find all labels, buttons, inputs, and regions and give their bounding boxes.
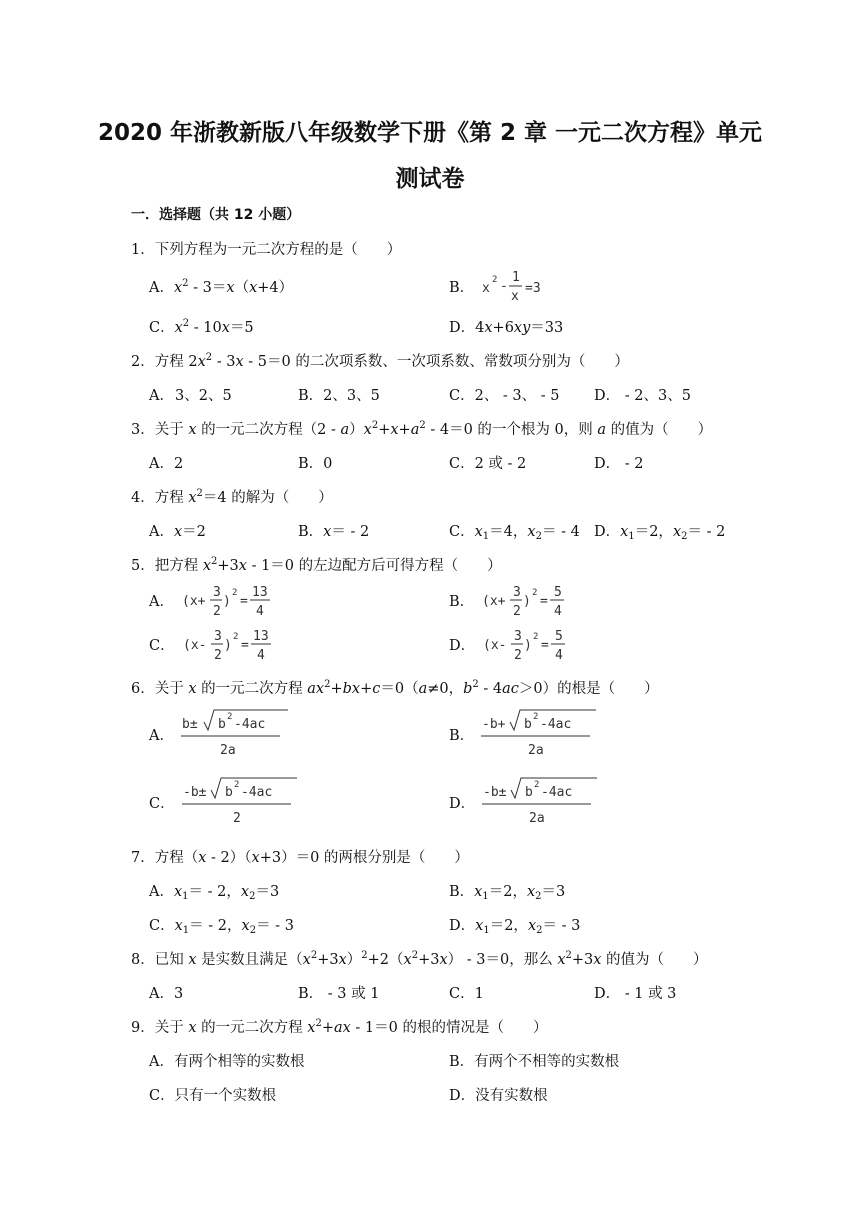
svg-text:1: 1 [512,270,520,285]
q2-option-c: C．2、 - 3、 - 5 [449,388,560,404]
q1-option-b: B． x 2 - 1 x =3 [449,268,550,304]
q5-option-b: B． (x+ 3 2 ) 2 = 5 4 [449,580,580,620]
q4-option-b: B．x＝ - 2 [298,524,370,540]
q6-formula-c [181,776,301,828]
q8-option-a: A．3 [149,986,184,1002]
question-7: 7．方程（x - 2）（x+3）＝0 的两根分别是（ ） [131,850,469,866]
section-heading: 一．选择题（共 12 小题） [131,207,301,223]
svg-text:x: x [511,289,519,304]
svg-text:2: 2 [232,632,239,642]
svg-text:-4ac: -4ac [240,785,272,800]
svg-text:(x-: (x- [182,638,207,653]
q6-option-b: B． -b+ b 2 -4ac 2a [449,708,600,760]
svg-text:2: 2 [492,275,498,285]
q1-option-c: C．$x^2 - 10x=5$ [149,318,254,336]
svg-text:b: b [217,717,226,732]
svg-text:): ) [222,594,231,609]
q1-formula-b [480,268,550,304]
q6-formula-a [180,708,290,760]
svg-text:2: 2 [533,712,539,722]
svg-text:3: 3 [513,585,521,600]
svg-text:=: = [541,638,549,653]
svg-text:3: 3 [212,585,221,600]
svg-text:2: 2 [513,604,521,619]
svg-text:13: 13 [251,585,268,600]
q8-option-c: C．1 [449,986,484,1002]
svg-text:): ) [223,638,232,653]
svg-text:2: 2 [226,712,233,722]
q4-option-d: D．$x_1=2$，$x_2= - 2$ [594,524,726,542]
svg-text:-4ac: -4ac [541,785,573,800]
svg-text:2: 2 [231,588,238,598]
q9-option-d: D．没有实数根 [449,1088,548,1104]
svg-text:=: = [239,594,248,609]
q3-option-a: A．2 [149,456,184,472]
svg-text:-4ac: -4ac [233,717,266,732]
svg-text:=: = [240,638,249,653]
q7-option-d: D．$x_1=2$，$x_2= - 3$ [449,918,581,936]
question-3: 3．关于 x 的一元二次方程$(2 - a)x^2+x+a^2 - 4=0$ 的一个根为 0，则 a 的值为（ ） [131,420,713,438]
svg-text:3: 3 [213,629,222,644]
svg-text:=3: =3 [525,281,541,296]
svg-text:2: 2 [532,588,538,598]
svg-text:-4ac: -4ac [540,717,572,732]
svg-text:2a: 2a [529,811,545,826]
svg-text:4: 4 [554,604,562,619]
svg-text:4: 4 [555,648,563,663]
q7-option-c: C．$x_1= - 2$，$x_2= - 3$ [149,918,294,936]
q6-option-a: A． b± b 2 -4ac 2a [149,708,290,760]
svg-text:2: 2 [212,604,221,619]
svg-text:-b±: -b± [182,785,207,800]
q7-option-a: A．$x_1= - 2$，$x_2=3$ [149,884,280,902]
svg-text:(x-: (x- [483,638,507,653]
svg-text:2: 2 [233,780,240,790]
q6-formula-b [480,708,600,760]
svg-text:): ) [524,638,532,653]
svg-text:4: 4 [256,648,265,663]
q7-option-b: B．$x_1=2$，$x_2=3$ [449,884,566,902]
question-2: 2．方程 $2x^2 - 3x - 5=0$ 的二次项系数、一次项系数、常数项分别为（ ） [131,352,629,370]
q5-option-a: A． (x+ 3 2 ) 2 = 13 4 [149,580,280,620]
q1-option-a: A．$x^2 - 3=x(x+4)$ [149,278,294,296]
svg-text:2: 2 [232,811,241,826]
question-5: 5．把方程 $x^2+3x - 1=0$ 的左边配方后可得方程（ ） [131,556,502,574]
q9-option-c: C．只有一个实数根 [149,1088,277,1104]
question-6: 6．关于 x 的一元二次方程 $ax^2+bx+c=0(a\ne 0$，$b^2 - 4ac>0$）的根是（ ） [131,679,659,697]
q9-option-b: B．有两个不相等的实数根 [449,1054,620,1070]
q2-option-b: B．2、3、5 [298,388,380,404]
question-4: 4．方程 $x^2=4$ 的解为（ ） [131,488,333,506]
svg-text:): ) [523,594,531,609]
svg-text:3: 3 [514,629,522,644]
svg-text:2: 2 [514,648,522,663]
q8-option-d: D． - 1 或 3 [594,986,677,1002]
svg-text:-: - [500,279,508,294]
svg-text:5: 5 [555,629,563,644]
q3-option-d: D． - 2 [594,456,644,472]
q5-option-c: C． (x- 3 2 ) 2 = 13 4 [149,624,281,664]
q2-option-d: D． - 2、3、5 [594,388,691,404]
q5-formula-c [181,624,281,664]
q5-formula-a [180,580,280,620]
svg-text:-b±: -b± [483,785,507,800]
svg-text:-b+: -b+ [482,717,506,732]
svg-text:4: 4 [255,604,264,619]
svg-text:b: b [525,785,533,800]
svg-text:(x+: (x+ [482,594,506,609]
svg-text:(x+: (x+ [181,594,206,609]
svg-text:b: b [224,785,233,800]
question-8: 8．已知 x 是实数且满足$(x^2+3x)^2+2(x^2+3x) - 3=0$，那么 $x^2+3x$ 的值为（ ） [131,950,708,968]
q6-option-c: C． -b± b 2 -4ac 2 [149,776,301,828]
svg-text:b: b [524,717,532,732]
question-1: 1．下列方程为一元二次方程的是（ ） [131,242,402,258]
svg-text:2: 2 [213,648,222,663]
q3-option-b: B．0 [298,456,333,472]
question-9: 9．关于 x 的一元二次方程 $x^2+ax - 1=0$ 的根的情况是（ ） [131,1018,548,1036]
q2-option-a: A． [149,388,174,404]
svg-text:5: 5 [554,585,562,600]
page-title-line1: 2020 年浙教新版八年级数学下册《第 2 章 一元二次方程》单元 [97,120,763,146]
q5-formula-d [481,624,581,664]
svg-text:x: x [482,281,490,296]
q1-option-d: D．4x+6xy＝33 [449,320,564,336]
q9-option-a: A．有两个相等的实数根 [149,1054,305,1070]
q6-formula-d [481,776,601,828]
q5-formula-b [480,580,580,620]
svg-text:13: 13 [252,629,269,644]
q4-option-a: A．x＝2 [149,524,206,540]
svg-text:2a: 2a [528,743,544,758]
q6-option-d: D． -b± b 2 -4ac 2a [449,776,601,828]
svg-text:2: 2 [534,780,540,790]
svg-text:=: = [540,594,548,609]
svg-text:b±: b± [181,717,198,732]
q4-option-c: C．$x_1=4$，$x_2= - 4$ [449,524,580,542]
page-title-line2: 测试卷 [395,166,465,192]
q3-option-c: C．2 或 - 2 [449,456,527,472]
q2-option-a-text: 3、2、5 [175,388,232,404]
q8-option-b: B． - 3 或 1 [298,986,380,1002]
svg-text:2a: 2a [219,743,236,758]
q5-option-d: D． (x- 3 2 ) 2 = 5 4 [449,624,581,664]
svg-text:2: 2 [533,632,539,642]
